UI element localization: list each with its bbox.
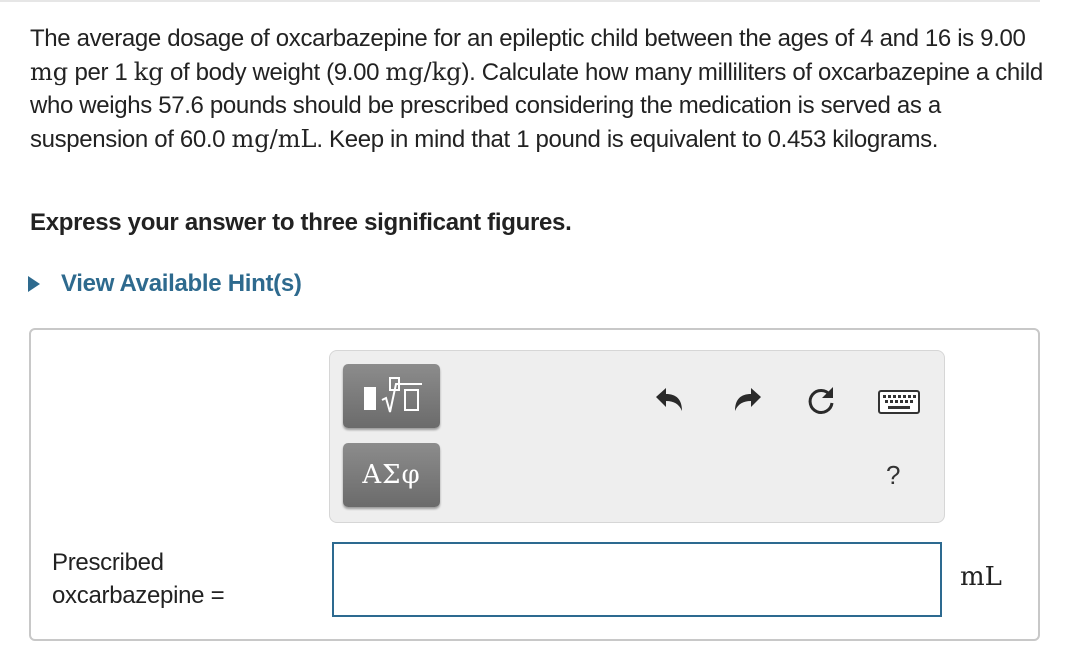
question-segment: per 1: [68, 58, 134, 86]
redo-icon[interactable]: [731, 385, 765, 415]
answer-label-line2: oxcarbazepine =: [52, 582, 225, 609]
expand-triangle-icon: [28, 276, 40, 292]
help-button[interactable]: ?: [886, 460, 901, 490]
view-hints-link[interactable]: [28, 270, 302, 298]
question-segment: ). Calculate how many milliliters of oxcarbazepine a child who weighs 57.6 pounds should be prescribed considering the medication is served as a suspension of 60.0: [30, 58, 1043, 153]
answer-label: [52, 546, 224, 612]
unit-mg: mg: [30, 57, 69, 86]
greek-symbols-button[interactable]: [343, 443, 440, 507]
question-text: [30, 22, 1050, 156]
answer-label-line1: Prescribed: [52, 549, 164, 576]
answer-input[interactable]: [332, 542, 942, 617]
question-segment: . Keep in mind that 1 pound is equivalent to 0.453 kilograms.: [316, 125, 939, 153]
keyboard-icon[interactable]: [878, 390, 920, 414]
question-segment: of body weight (9.00: [163, 58, 386, 86]
undo-icon[interactable]: [652, 385, 686, 415]
templates-icon: [352, 372, 432, 420]
greek-symbols-label: ΑΣφ: [362, 460, 421, 490]
view-hints-label: View Available Hint(s): [61, 270, 302, 297]
reset-icon[interactable]: [804, 384, 838, 418]
answer-unit: mL: [960, 562, 1002, 592]
instruction-text: Express your answer to three significant figures.: [30, 209, 572, 236]
top-divider: [0, 0, 1040, 2]
unit-mg-per-kg: mg/kg: [385, 57, 462, 86]
templates-button[interactable]: [343, 364, 440, 428]
unit-mg-per-ml: mg/mL: [231, 124, 317, 153]
unit-kg: kg: [133, 57, 164, 86]
question-segment: The average dosage of oxcarbazepine for an epileptic child between the ages of 4 and 16 is 9.00: [30, 25, 1026, 52]
